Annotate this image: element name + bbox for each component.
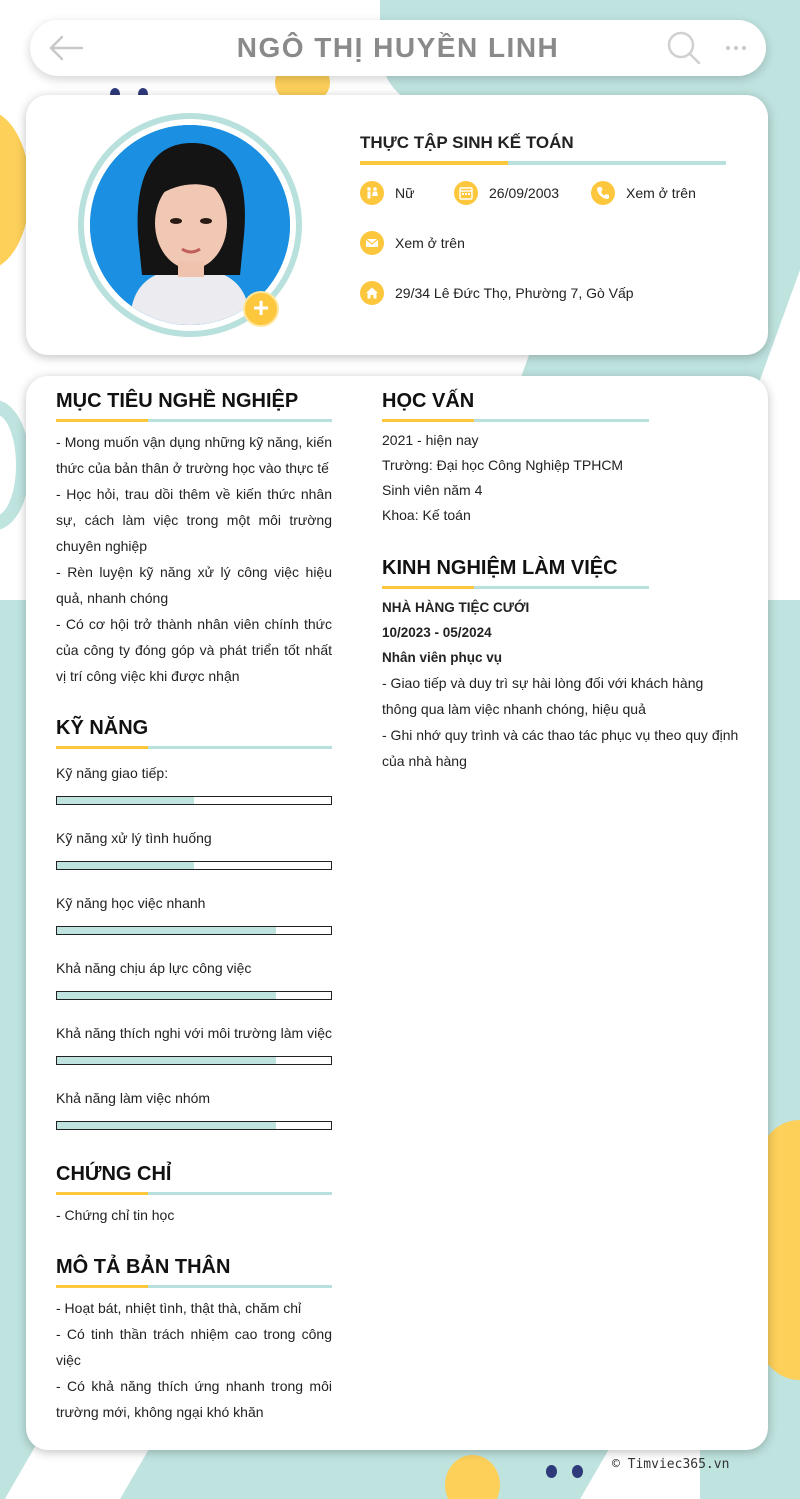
phone-info [591, 181, 696, 205]
skill-bar [56, 796, 332, 805]
experience-details [382, 595, 742, 774]
education-heading: HỌC VẤN [382, 390, 475, 412]
about-line: - Hoạt bát, nhiệt tình, thật thà, chăm chỉ [56, 1300, 302, 1316]
experience-line: - Giao tiếp và duy trì sự hài lòng đối với khách hàng thông qua làm việc nhanh chóng, hiệu quả [382, 675, 704, 717]
about-line: - Có khả năng thích ứng nhanh trong môi trường mới, không ngại khó khăn [56, 1378, 332, 1420]
certificates-underline [56, 1192, 332, 1195]
job-title: THỰC TẬP SINH KẾ TOÁN [360, 133, 574, 152]
experience-position: Nhân viên phục vụ [382, 650, 503, 665]
gender-icon [360, 181, 384, 205]
skills-underline [56, 746, 332, 749]
skill-label: Kỹ năng giao tiếp: [56, 765, 169, 781]
objective-line: - Học hỏi, trau dồi thêm về kiến thức nhân sự, cách làm việc trong một môi trường chuyên nghiệp [56, 486, 332, 554]
phone-icon [591, 181, 615, 205]
profile-card [26, 95, 768, 355]
skill-bar [56, 1056, 332, 1065]
about-underline [56, 1285, 332, 1288]
objective-line: - Mong muốn vận dụng những kỹ năng, kiến thức của bản thân ở trường học vào thực tế [56, 434, 332, 476]
certificate-line: - Chứng chỉ tin học [56, 1207, 175, 1223]
birthday-info [454, 181, 559, 205]
gender-value: Nữ [395, 185, 415, 201]
about-heading: MÔ TẢ BẢN THÂN [56, 1256, 231, 1278]
skill-label: Kỹ năng học việc nhanh [56, 895, 206, 911]
skill-bar-fill [57, 862, 194, 869]
skill-bar-fill [57, 1122, 276, 1129]
skill-bar [56, 926, 332, 935]
skill-label: Khả năng thích nghi với môi trường làm việc [56, 1025, 332, 1041]
skill-bar-fill [57, 1057, 276, 1064]
skill-bar-fill [57, 927, 276, 934]
candidate-name: NGÔ THỊ HUYỀN LINH [236, 32, 560, 63]
skill-bar [56, 861, 332, 870]
education-underline [382, 419, 649, 422]
objective-heading: MỤC TIÊU NGHỀ NGHIỆP [56, 390, 299, 412]
skill-bar [56, 1121, 332, 1130]
email-info [360, 231, 465, 255]
email-icon [360, 231, 384, 255]
experience-underline [382, 586, 649, 589]
skill-bar-fill [57, 797, 194, 804]
job-title-underline [360, 161, 726, 165]
skill-bar-fill [57, 992, 276, 999]
main-card [26, 376, 768, 1450]
objective-line: - Có cơ hội trở thành nhân viên chính thức của công ty đóng góp và phát triển tốt nhất vị trí công việc khi được nhận [56, 616, 332, 684]
add-photo-button[interactable] [243, 291, 279, 327]
education-details [382, 428, 623, 528]
skill-label: Kỹ năng xử lý tình huống [56, 830, 212, 846]
experience-line: - Ghi nhớ quy trình và các thao tác phục vụ theo quy định của nhà hàng [382, 727, 739, 769]
about-text [56, 1295, 332, 1425]
skill-bar [56, 991, 332, 1000]
top-bar [30, 20, 766, 76]
address-info [360, 281, 634, 305]
objective-text [56, 429, 332, 689]
plus-icon: + [252, 292, 270, 323]
experience-period: 10/2023 - 05/2024 [382, 625, 492, 640]
address-value: 29/34 Lê Đức Thọ, Phường 7, Gò Vấp [395, 285, 634, 301]
search-icon[interactable] [666, 30, 702, 66]
skill-label: Khả năng làm việc nhóm [56, 1090, 211, 1106]
copyright-footer: © Timviec365.vn [612, 1457, 730, 1472]
certificates-text [56, 1202, 332, 1228]
experience-company: NHÀ HÀNG TIỆC CƯỚI [382, 600, 530, 615]
skills-heading: KỸ NĂNG [56, 717, 149, 739]
email-value: Xem ở trên [395, 235, 465, 251]
calendar-icon [454, 181, 478, 205]
experience-heading: KINH NGHIỆM LÀM VIỆC [382, 557, 618, 579]
objective-underline [56, 419, 332, 422]
certificates-heading: CHỨNG CHỈ [56, 1163, 172, 1185]
objective-line: - Rèn luyện kỹ năng xử lý công việc hiệu quả, nhanh chóng [56, 564, 332, 606]
birthday-value: 26/09/2003 [489, 185, 560, 201]
skill-label: Khả năng chịu áp lực công việc [56, 960, 252, 976]
phone-value: Xem ở trên [626, 185, 696, 201]
education-period: 2021 - hiện nay [382, 432, 479, 448]
education-school: Trường: Đại học Công Nghiệp TPHCM [382, 457, 624, 473]
gender-info [360, 181, 414, 205]
about-line: - Có tinh thần trách nhiệm cao trong công việc [56, 1326, 332, 1368]
more-dots-icon[interactable] [724, 36, 748, 60]
education-faculty: Khoa: Kế toán [382, 507, 471, 523]
home-icon [360, 281, 384, 305]
education-year: Sinh viên năm 4 [382, 482, 483, 498]
